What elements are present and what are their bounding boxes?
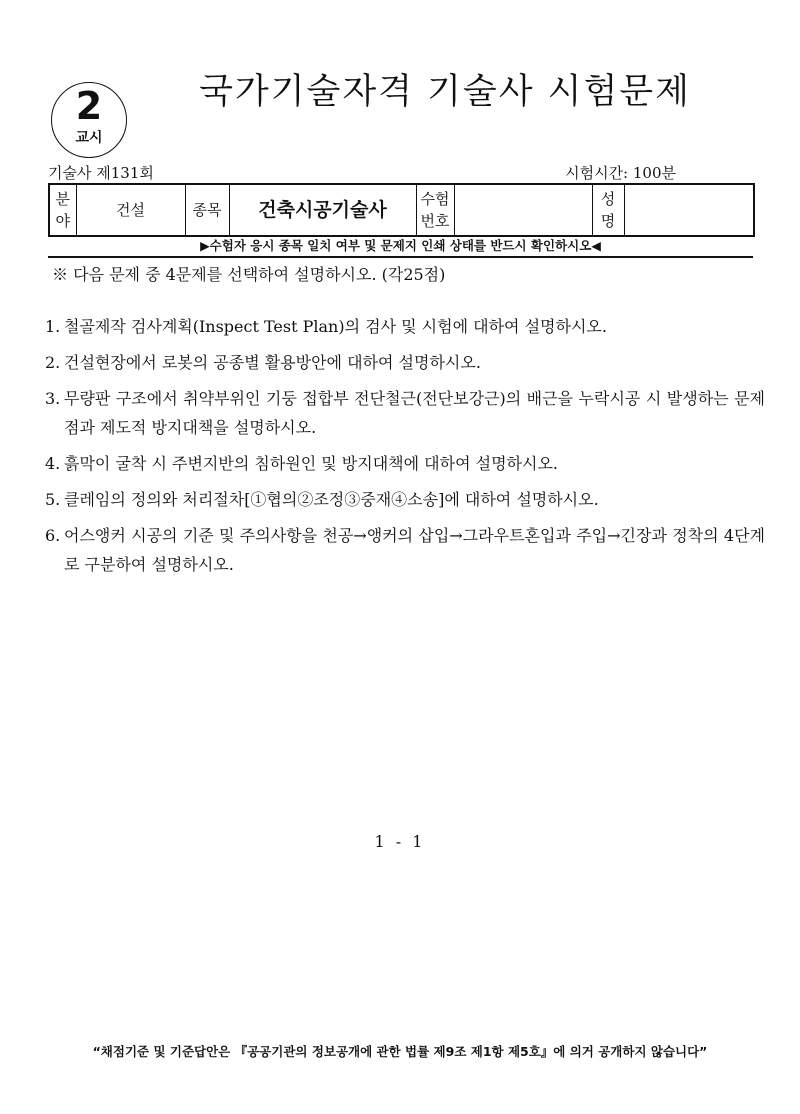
question-text: 클레임의 정의와 처리절차[①협의②조정③중재④소송]에 대하여 설명하시오. [64, 490, 599, 509]
candidate-info-table [48, 183, 755, 237]
field-label: 분 야 [49, 184, 76, 236]
exam-number-field[interactable] [454, 184, 592, 236]
page-number: 1 - 1 [374, 832, 426, 851]
question-text: 건설현장에서 로봇의 공종별 활용방안에 대하여 설명하시오. [64, 353, 481, 372]
question-item [45, 384, 765, 442]
question-number: 1. [45, 317, 61, 336]
question-item [45, 485, 765, 514]
question-item [45, 521, 765, 579]
category-value: 건축시공기술사 [229, 184, 416, 236]
question-text: 철골제작 검사계획(Inspect Test Plan)의 검사 및 시험에 대하여 설명하시오. [64, 317, 607, 336]
footer-disclaimer: “채점기준 및 기준답안은 『공공기관의 정보공개에 관한 법률 제9조 제1항 제5호』에 의거 공개하지 않습니다” [92, 1044, 708, 1059]
field-value: 건설 [76, 184, 185, 236]
exam-round: 기술사 제131회 [48, 164, 154, 182]
page-title: 국가기술자격 기술사 시험문제 [199, 72, 691, 112]
category-label: 종목 [185, 184, 229, 236]
question-number: 2. [45, 353, 61, 372]
question-text: 흙막이 굴착 시 주변지반의 침하원인 및 방지대책에 대하여 설명하시오. [64, 454, 558, 473]
question-text: 무량판 구조에서 취약부위인 기둥 접합부 전단철근(전단보강근)의 배근을 누락시공 시 발생하는 문제점과 제도적 방지대책을 설명하시오. [64, 389, 765, 437]
question-number: 3. [45, 389, 61, 408]
session-label: 교시 [75, 130, 103, 146]
question-list [45, 312, 765, 586]
session-number: 2 [75, 84, 103, 128]
exam-duration: 시험시간: 100분 [565, 164, 676, 182]
name-label: 성 명 [592, 184, 624, 236]
question-number: 5. [45, 490, 61, 509]
question-item [45, 312, 765, 341]
name-field[interactable] [624, 184, 754, 236]
question-number: 6. [45, 526, 61, 545]
question-item [45, 348, 765, 377]
instruction: ※ 다음 문제 중 4문제를 선택하여 설명하시오. (각25점) [52, 265, 446, 284]
question-item [45, 449, 765, 478]
session-badge [51, 82, 127, 158]
check-notice: ▶수험자 응시 종목 일치 여부 및 문제지 인쇄 상태를 반드시 확인하시오◀ [48, 237, 753, 258]
exam-number-label: 수험 번호 [416, 184, 454, 236]
question-number: 4. [45, 454, 61, 473]
question-text: 어스앵커 시공의 기준 및 주의사항을 천공→앵커의 삽입→그라우트혼입과 주입→긴장과 정착의 4단계로 구분하여 설명하시오. [64, 526, 765, 574]
exam-meta [48, 163, 754, 183]
